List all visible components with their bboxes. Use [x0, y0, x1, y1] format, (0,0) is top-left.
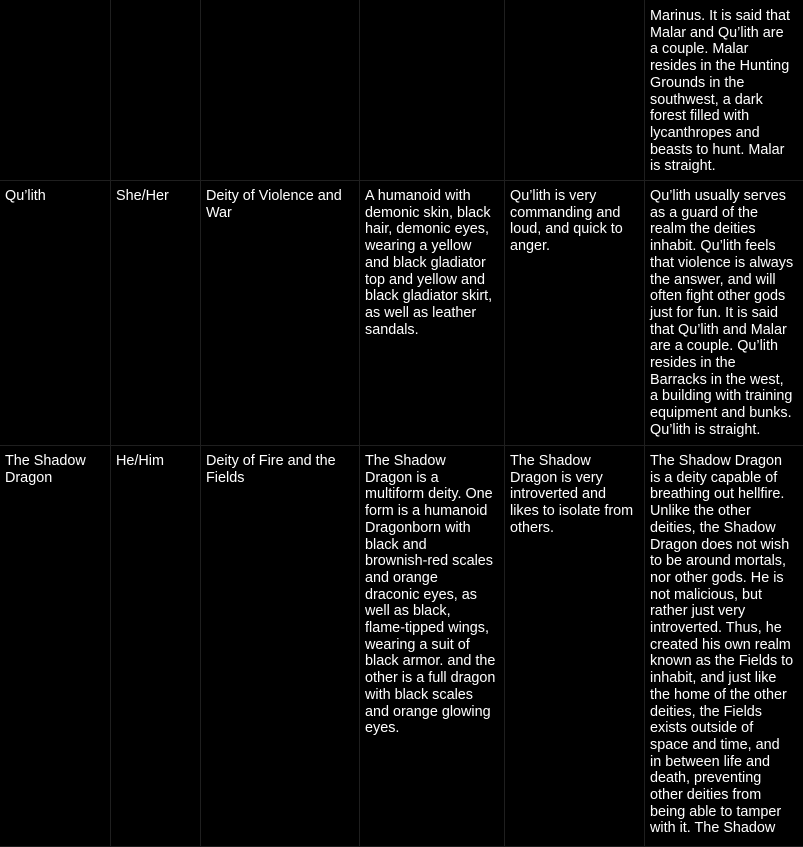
name-cell — [0, 0, 111, 180]
title-cell: Deity of Fire and the Fields — [201, 446, 360, 846]
name-cell: Qu’lith — [0, 181, 111, 445]
table-row — [0, 181, 803, 446]
appearance-cell: A humanoid with demonic skin, black hair, demonic eyes, wearing a yellow and black gladiator top and yellow and black gladiator skirt, as well as leather sandals. — [360, 181, 505, 445]
title-cell — [201, 0, 360, 180]
personality-cell: The Shadow Dragon is very introverted and likes to isolate from others. — [505, 446, 645, 846]
personality-cell: Qu’lith is very commanding and loud, and quick to anger. — [505, 181, 645, 445]
personality-cell — [505, 0, 645, 180]
table-row — [0, 0, 803, 181]
appearance-cell — [360, 0, 505, 180]
pronouns-cell: He/Him — [111, 446, 201, 846]
title-cell: Deity of Violence and War — [201, 181, 360, 445]
pronouns-cell — [111, 0, 201, 180]
pronouns-cell: She/Her — [111, 181, 201, 445]
lore-cell: The Shadow Dragon is a deity capable of breathing out hellfire. Unlike the other deities, the Shadow Dragon does not wish to be around mortals, nor other gods. He is not malicious, but rather just very introverted. Thus, he created his own realm known as the Fields to inhabit, and just like the home of the other deities, the Fields exists outside of space and time, and in between life and death, preventing other deities from being able to tamper with it. The Shadow — [650, 453, 794, 837]
lore-cell: Qu’lith usually serves as a guard of the realm the deities inhabit. Qu’lith feels that violence is always the answer, and will often fight other gods just for fun. It is said that Qu’lith and Malar are a couple. Qu’lith resides in the Barracks in the west, a building with training equipment and bunks. Qu’lith is straight. — [650, 188, 794, 438]
table-row — [0, 446, 803, 847]
appearance-cell: The Shadow Dragon is a multiform deity. One form is a humanoid Dragonborn with black and brownish-red scales and orange draconic eyes, as well as black, flame-tipped wings, wearing a suit of black armor. and the other is a full dragon with black scales and orange glowing eyes. — [360, 446, 505, 846]
lore-cell: Marinus. It is said that Malar and Qu’lith are a couple. Malar resides in the Hunting Grounds in the southwest, a dark forest filled with lycanthropes and beasts to hunt. Malar is straight. — [650, 8, 790, 175]
name-cell: The Shadow Dragon — [0, 446, 111, 846]
